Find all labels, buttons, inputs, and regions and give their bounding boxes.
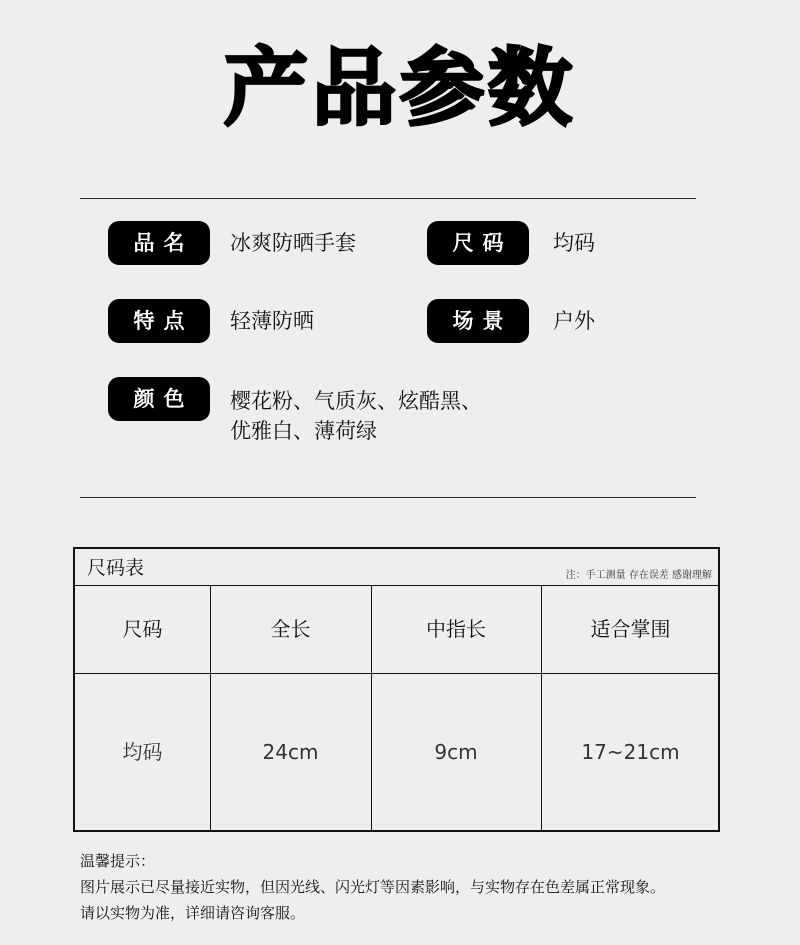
size-table (73, 547, 720, 832)
value-feature: 轻薄防晒 (230, 309, 314, 333)
tips-heading: 温馨提示： (80, 852, 156, 870)
value-color-line-1: 樱花粉、气质灰、炫酷黑、 (230, 389, 482, 413)
table-cell-length: 24cm (262, 740, 319, 764)
size-table-title: 尺码表 (87, 557, 145, 579)
label-product-name: 品名 (108, 221, 210, 265)
tips-line: 请以实物为准，详细请咨询客服。 (80, 904, 306, 922)
table-cell-palm: 17~21cm (581, 740, 680, 764)
value-size: 均码 (553, 231, 595, 255)
table-header-middle-finger: 中指长 (426, 617, 486, 641)
table-header-size: 尺码 (122, 617, 163, 641)
size-table-note: 注：手工测量 存在误差 感谢理解 (565, 570, 712, 581)
value-color-line-2: 优雅白、薄荷绿 (230, 419, 377, 443)
value-scene: 户外 (553, 309, 595, 333)
value-color (230, 386, 530, 446)
divider-top (80, 198, 696, 199)
value-product-name: 冰爽防晒手套 (230, 231, 356, 255)
label-scene: 场景 (427, 299, 529, 343)
label-feature: 特点 (108, 299, 210, 343)
tips-line: 图片展示已尽量接近实物，但因光线、闪光灯等因素影响，与实物存在色差属正常现象。 (80, 878, 666, 896)
divider-bottom (80, 497, 696, 498)
label-size: 尺码 (427, 221, 529, 265)
label-color: 颜色 (108, 377, 210, 421)
table-header-length: 全长 (270, 617, 311, 641)
page-title: 产品参数 (223, 39, 576, 137)
tips (80, 848, 665, 926)
table-cell-middle-finger: 9cm (434, 740, 478, 764)
table-header-palm: 适合掌围 (590, 617, 671, 641)
table-cell-size: 均码 (122, 740, 163, 764)
